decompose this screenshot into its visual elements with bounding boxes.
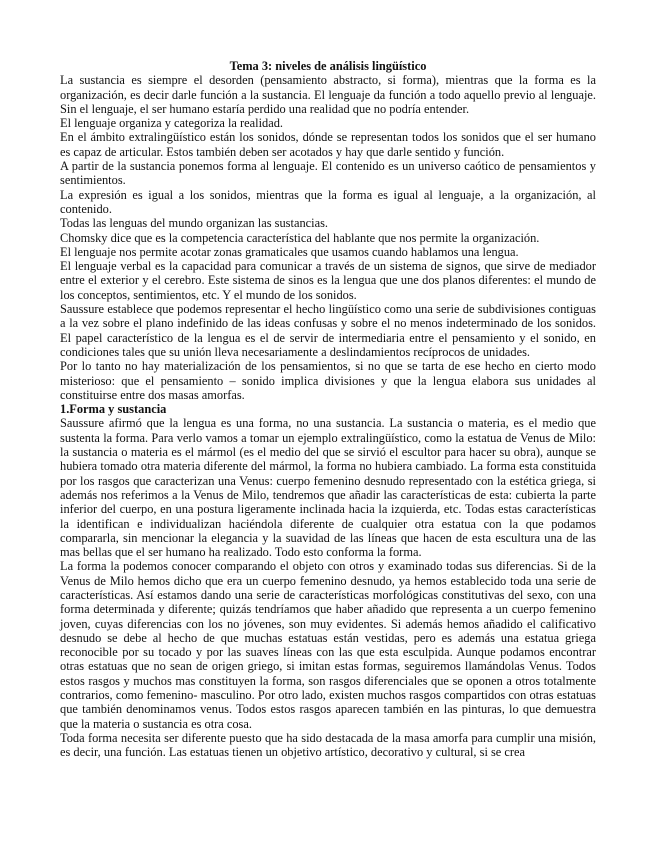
paragraph: La sustancia es siempre el desorden (pensamiento abstracto, si forma), mientras que la forma es la organización, es decir darle función a la sustancia. El lenguaje da función a todo aquello previo al lenguaje. Sin el lenguaje, el ser humano estaría perdido una realidad que no podría entender. [60, 73, 596, 116]
forma-sustancia-section [60, 416, 596, 759]
paragraph: La expresión es igual a los sonidos, mientras que la forma es igual al lenguaje, a la organización, al contenido. [60, 187, 596, 216]
paragraph: La forma la podemos conocer comparando el objeto con otros y examinado todas sus diferencias. Si de la Venus de Milo hemos dicho que era un cuerpo femenino desnudo, ya hemos establecido toda una serie de características. Así estamos dando una serie de características morfológicas constitutivas del sexo, con una forma determinada y diferente; quizás tendríamos que haber añadido que representa a un cuerpo femenino joven, cuyas diferencias con los no jóvenes, son muy evidentes. Si además hemos añadido el calificativo desnudo se debe al hecho de que muchas estatuas están vestidas, pero es además una estatua griega reconocible por su tocado y por las suaves líneas con las que esta esculpida. Aunque podamos encontrar otras estatuas que no sean de origen griego, si imitan estas formas, seguiremos llamándolas Venus. Todos estos rasgos y muchos mas constituyen la forma, son rasgos diferenciales que se oponen a otros totalmente contrarios, como femenino- masculino. Por otro lado, existen muchos rasgos compartidos con otras estatuas que también denominamos venus. Todos estos rasgos aparecen también en las pinturas, lo que demuestra que la materia o sustancia es otra cosa. [60, 559, 596, 731]
paragraph: Saussure afirmó que la lengua es una forma, no una sustancia. La sustancia o materia, es el medio que sustenta la forma. Para verlo vamos a tomar un ejemplo extralingüístico, como la estatua de Venus de Milo: la sustancia o materia es el mármol (es el medio del que se sirvió el escultor para hacer su obra), aunque se hubiera tomado otra materia diferente del mármol, la forma no hubiera cambiado. La forma esta constituida por los rasgos que caracterizan una Venus: cuerpo femenino desnudo representado con la estética griega, si además nos referimos a la Venus de Milo, tendremos que añadir las características de esta: cubierta la parte inferior del cuerpo, en una postura ligeramente inclinada hacia la izquierda, etc. Todas estas características la identifican e individualizan haciéndola diferente de cualquier otra estatua con la que podamos compararla, sin mencionar la elegancia y la suavidad de las líneas que hacen de esta escultura una de las mas bellas que el ser humano ha realizado. Todo esto conforma la forma. [60, 416, 596, 560]
document-title: Tema 3: niveles de análisis lingüístico [229, 59, 427, 73]
paragraph: Por lo tanto no hay materialización de los pensamientos, si no que se tarta de ese hecho en cierto modo misterioso: que el pensamiento – sonido implica divisiones y que la lengua elabora sus unidades al constituirse entre dos masas amorfas. [60, 359, 596, 402]
paragraph: Toda forma necesita ser diferente puesto que ha sido destacada de la masa amorfa para cumplir una misión, es decir, una función. Las estatuas tienen un objetivo artístico, decorativo y cultural, si se crea [60, 730, 596, 760]
paragraph: Chomsky dice que es la competencia característica del hablante que nos permite la organización. [60, 230, 540, 245]
paragraph: El lenguaje verbal es la capacidad para comunicar a través de un sistema de signos, que sirve de mediador entre el exterior y el cerebro. Este sistema de sinos es la lengua que une dos planos diferentes: el mundo de los conceptos, sentimientos, etc. Y el mundo de los sonidos. [60, 259, 596, 302]
paragraph: Todas las lenguas del mundo organizan las sustancias. [60, 216, 328, 231]
intro-section [60, 73, 596, 402]
document-page [60, 59, 596, 760]
paragraph: El lenguaje organiza y categoriza la realidad. [60, 116, 284, 131]
paragraph: A partir de la sustancia ponemos forma al lenguaje. El contenido es un universo caótico de pensamientos y sentimientos. [60, 159, 596, 188]
paragraph: Saussure establece que podemos representar el hecho lingüístico como una serie de subdivisiones contiguas a la vez sobre el plano indefinido de las ideas confusas y sobre el no menos indeterminado de los sonidos. El papel característico de la lengua es el de servir de intermediaria entre el pensamiento y el sonido, en condiciones tales que su unión lleva necesariamente a deslindamientos recíprocos de unidades. [60, 302, 596, 359]
paragraph: El lenguaje nos permite acotar zonas gramaticales que usamos cuando hablamos una lengua. [60, 244, 519, 259]
paragraph: En el ámbito extralingüístico están los sonidos, dónde se representan todos los sonidos que el ser humano es capaz de articular. Estos también deben ser acotados y hay que darle sentido y función. [60, 130, 596, 159]
section-heading: 1.Forma y sustancia [60, 402, 167, 417]
